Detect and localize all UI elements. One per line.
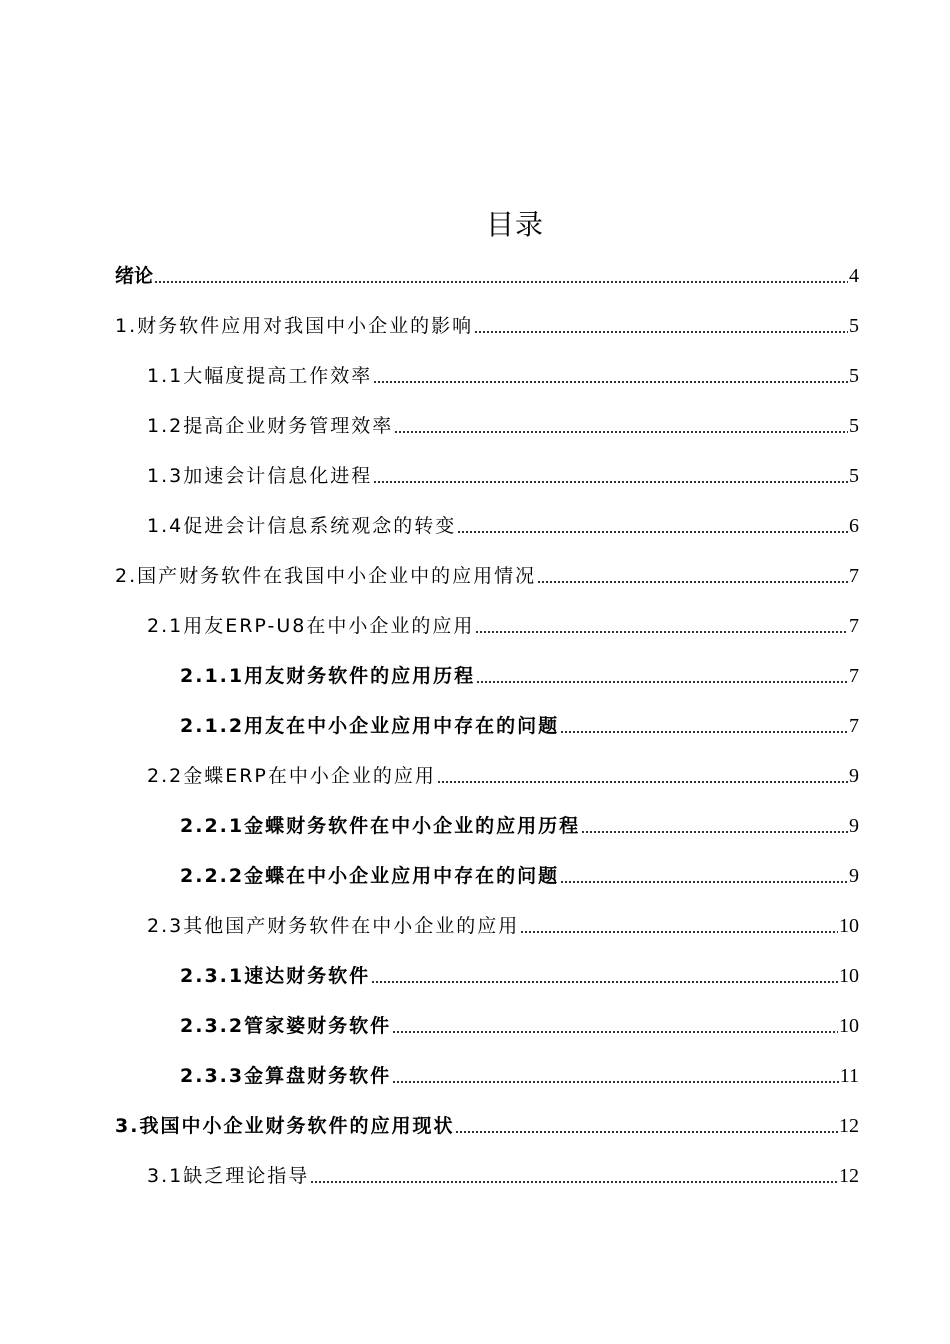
toc-entry-page: 10: [839, 965, 859, 987]
toc-entry-page: 11: [839, 1065, 859, 1087]
toc-entry-label: 1.4促进会计信息系统观念的转变: [147, 515, 457, 537]
toc-entry-1-1[interactable]: [147, 350, 859, 390]
toc-entry-label: 1.3加速会计信息化进程: [147, 465, 373, 487]
dot-leader: [537, 581, 848, 583]
toc-entry-label: 2.1.1用友财务软件的应用历程: [180, 665, 476, 687]
toc-entry-label: 2.2.2金蝶在中小企业应用中存在的问题: [180, 865, 560, 887]
dot-leader: [373, 381, 848, 383]
dot-leader: [373, 481, 848, 483]
toc-entry-3[interactable]: [115, 1100, 859, 1140]
toc-entry-page: 7: [849, 615, 859, 637]
toc-entry-page: 9: [849, 765, 859, 787]
toc-entry-label: 1.2提高企业财务管理效率: [147, 415, 394, 437]
dot-leader: [520, 931, 838, 933]
toc-entry-label: 2.1.2用友在中小企业应用中存在的问题: [180, 715, 560, 737]
toc-entry-page: 5: [849, 315, 859, 337]
toc-entry-page: 5: [849, 365, 859, 387]
toc-entry-page: 7: [849, 715, 859, 737]
dot-leader: [475, 631, 848, 633]
toc-entry-page: 5: [849, 415, 859, 437]
dot-leader: [474, 331, 848, 333]
toc-entry-page: 9: [849, 815, 859, 837]
dot-leader: [560, 731, 848, 733]
toc-entry-page: 7: [849, 665, 859, 687]
dot-leader: [581, 831, 848, 833]
dot-leader: [392, 1031, 838, 1033]
toc-entry-2-2-2[interactable]: [180, 850, 859, 890]
dot-leader: [476, 681, 848, 683]
dot-leader: [154, 281, 848, 283]
toc-entry-1-2[interactable]: [147, 400, 859, 440]
dot-leader: [455, 1131, 838, 1133]
toc-entry-label: 2.3其他国产财务软件在中小企业的应用: [147, 915, 520, 937]
toc-entry-page: 4: [849, 265, 859, 287]
toc-entry-2-1-2[interactable]: [180, 700, 859, 740]
toc-entry-label: 2.3.2管家婆财务软件: [180, 1015, 392, 1037]
dot-leader: [392, 1081, 839, 1083]
toc-entry-label: 1.财务软件应用对我国中小企业的影响: [115, 315, 474, 337]
toc-entry-label: 2.国产财务软件在我国中小企业中的应用情况: [115, 565, 537, 587]
toc-entry-page: 10: [839, 915, 859, 937]
toc-entry-1-4[interactable]: [147, 500, 859, 540]
toc-entry-page: 12: [839, 1115, 859, 1137]
toc-entry-2-1-1[interactable]: [180, 650, 859, 690]
toc-entry-3-1[interactable]: [147, 1150, 859, 1190]
toc-entry-1[interactable]: [115, 300, 859, 340]
toc-entry-page: 7: [849, 565, 859, 587]
toc-entry-page: 12: [839, 1165, 859, 1187]
toc-entry-2-3-3[interactable]: [180, 1050, 859, 1090]
dot-leader: [457, 531, 848, 533]
toc-entry-intro[interactable]: [115, 250, 859, 290]
toc-entry-2-2[interactable]: [147, 750, 859, 790]
toc-entry-label: 绪论: [115, 265, 154, 287]
toc-entry-label: 2.1用友ERP-U8在中小企业的应用: [147, 615, 475, 637]
toc-entry-label: 3.我国中小企业财务软件的应用现状: [115, 1115, 455, 1137]
toc-entry-label: 2.2金蝶ERP在中小企业的应用: [147, 765, 436, 787]
toc-entry-label: 2.2.1金蝶财务软件在中小企业的应用历程: [180, 815, 581, 837]
toc-entry-page: 10: [839, 1015, 859, 1037]
toc-entry-2-3-2[interactable]: [180, 1000, 859, 1040]
toc-entry-label: 3.1缺乏理论指导: [147, 1165, 310, 1187]
toc-entry-page: 5: [849, 465, 859, 487]
toc-title: 目录: [485, 208, 544, 241]
dot-leader: [310, 1181, 838, 1183]
dot-leader: [437, 781, 848, 783]
toc-entry-2[interactable]: [115, 550, 859, 590]
toc-entry-label: 1.1大幅度提高工作效率: [147, 365, 373, 387]
dot-leader: [394, 431, 848, 433]
toc-entry-label: 2.3.3金算盘财务软件: [180, 1065, 392, 1087]
toc-entry-2-1[interactable]: [147, 600, 859, 640]
toc-entry-label: 2.3.1速达财务软件: [180, 965, 371, 987]
toc-entry-1-3[interactable]: [147, 450, 859, 490]
toc-entry-2-3[interactable]: [147, 900, 859, 940]
toc-entry-2-3-1[interactable]: [180, 950, 859, 990]
toc-entry-page: 9: [849, 865, 859, 887]
toc-entry-page: 6: [849, 515, 859, 537]
toc-entry-2-2-1[interactable]: [180, 800, 859, 840]
dot-leader: [371, 981, 838, 983]
dot-leader: [560, 881, 848, 883]
